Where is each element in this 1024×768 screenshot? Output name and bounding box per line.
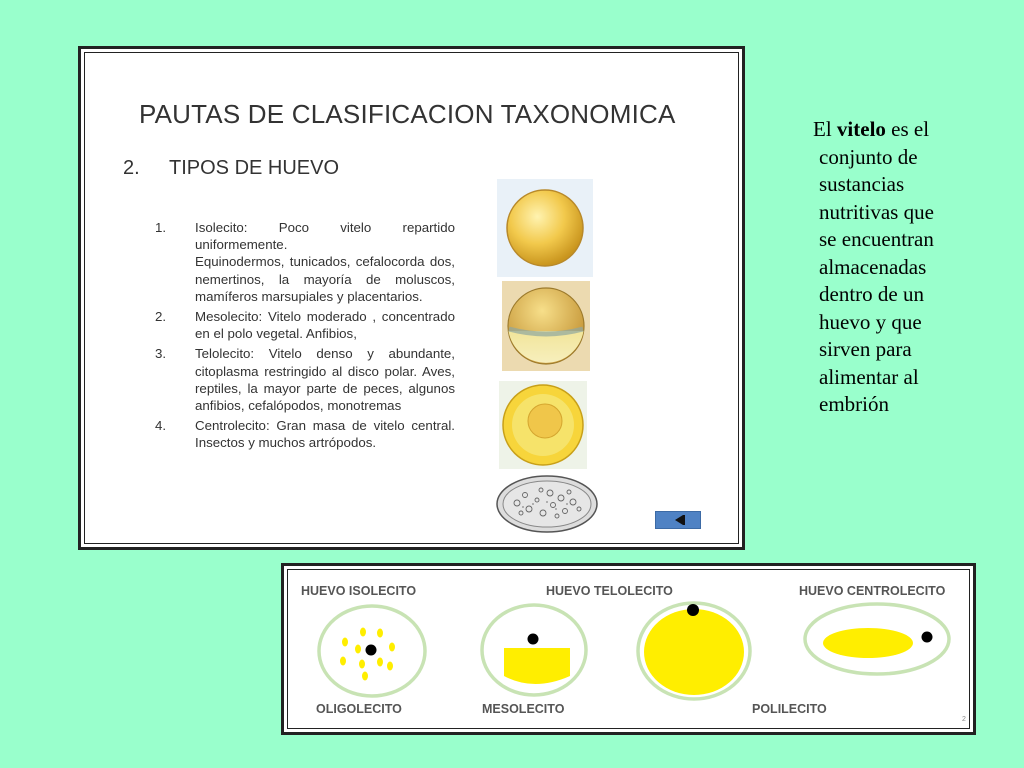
isolecito-egg-image <box>497 179 593 277</box>
list-text: Isolecito: Poco vitelo repartido uniformemente. <box>195 220 455 253</box>
centrolecito-egg <box>805 604 949 674</box>
definition-line: sirven para <box>819 337 912 361</box>
egg-types-diagram <box>281 563 976 735</box>
list-number: 4. <box>155 418 167 434</box>
list-text: Mesolecito: Vitelo moderado , concentrado en el polo vegetal. Anfibios, <box>195 309 455 342</box>
list-item <box>155 417 455 451</box>
list-number: 1. <box>155 220 167 235</box>
telolecito-egg-image <box>499 381 587 469</box>
definition-text: es el <box>885 117 930 141</box>
subtitle-number: 2. <box>123 157 140 179</box>
definition-line: dentro de un <box>819 282 924 306</box>
definition-line: alimentar al <box>819 364 919 389</box>
back-arrow-icon <box>675 515 683 525</box>
list-text: Centrolecito: Gran masa de vitelo central. Insectos y muchos artrópodos. <box>195 418 455 451</box>
definition-line: sustancias <box>819 172 905 196</box>
telolecito-egg <box>638 603 750 699</box>
definition-line: se encuentran <box>819 227 934 251</box>
previous-slide-button[interactable] <box>655 511 701 529</box>
definition-line: huevo y que <box>819 309 922 334</box>
isolecito-egg <box>319 606 425 696</box>
slide-subtitle <box>123 157 339 180</box>
subtitle-text: TIPOS DE HUEVO <box>169 157 340 179</box>
definition-text: El <box>813 117 837 141</box>
slide-image <box>78 46 745 550</box>
definition-line: conjunto de <box>819 144 918 169</box>
label-polilecito: POLILECITO <box>752 702 827 716</box>
label-huevo-telolecito: HUEVO TELOLECITO <box>546 584 673 598</box>
label-oligolecito: OLIGOLECITO <box>316 702 402 716</box>
list-item <box>155 345 455 414</box>
definition-line: embrión <box>819 392 889 416</box>
definition-bold-term: vitelo <box>836 117 886 141</box>
definition-line: nutritivas que <box>819 199 934 224</box>
slide-title: PAUTAS DE CLASIFICACION TAXONOMICA <box>139 99 676 129</box>
list-number: 2. <box>155 309 167 325</box>
egg-types-list <box>155 219 455 455</box>
list-number: 3. <box>155 346 167 362</box>
label-huevo-isolecito: HUEVO ISOLECITO <box>301 584 417 598</box>
vitelo-definition <box>813 116 973 419</box>
mesolecito-egg-image <box>502 281 590 371</box>
list-text: Equinodermos, tunicados, cefalocorda dos, nemertinos, la mayoría de moluscos, mamíferos marsupiales y placentarios. <box>195 254 455 304</box>
list-item <box>155 219 455 305</box>
list-item <box>155 308 455 342</box>
list-text: Telolecito: Vitelo denso y abundante, citoplasma restringido al disco polar. Aves, reptiles, la mayor parte de peces, algunos anfibios, cefalópodos, monotremas <box>195 346 455 414</box>
label-mesolecito: MESOLECITO <box>482 702 565 716</box>
centrolecito-egg-image <box>495 473 599 535</box>
page-mark: 2 <box>962 716 966 723</box>
label-huevo-centrolecito: HUEVO CENTROLECITO <box>799 584 946 598</box>
mesolecito-egg <box>482 605 586 695</box>
definition-line: almacenadas <box>819 254 927 279</box>
